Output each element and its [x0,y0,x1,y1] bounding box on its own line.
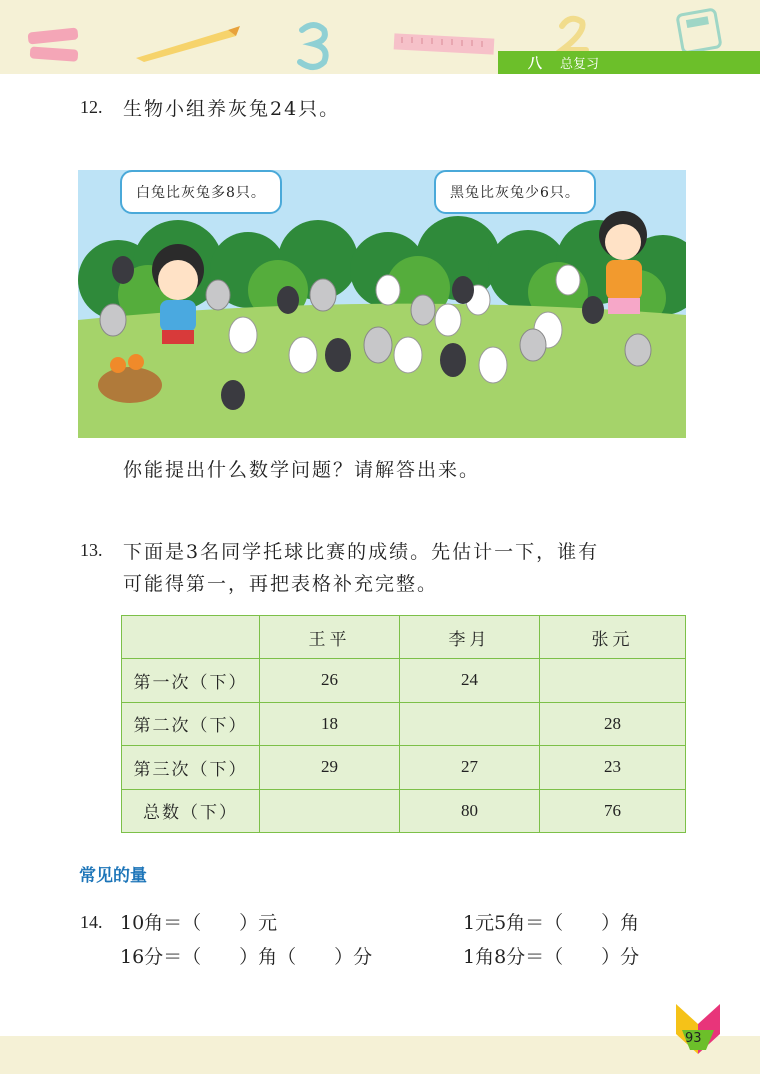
row-label: 第一次（下） [122,659,260,703]
table-cell: 18 [260,702,400,746]
table-cell: 23 [540,746,686,790]
section-title: 常见的量 [79,866,147,886]
chapter-title: 总复习 [560,57,600,72]
exercise-c: 16分＝（ ）角（ ）分 [120,946,373,968]
row-label: 总数（下） [122,789,260,833]
table-cell-blank[interactable] [400,702,540,746]
rabbit-illustration [78,170,686,438]
number-three-icon [296,20,332,72]
ruler-icon [24,26,82,66]
chapter-tab [498,51,760,74]
number-two-icon [556,14,590,54]
page-badge-icon [676,1000,720,1056]
table-cell-blank[interactable] [260,789,400,833]
table-cell: 27 [400,746,540,790]
table-cell: 80 [400,789,540,833]
table-corner-header [122,616,260,659]
table-cell: 76 [540,789,686,833]
table-cell-blank[interactable] [540,659,686,703]
question-12-number: 12. [80,97,103,117]
question-13-line-2: 可能得第一，再把表格补充完整。 [123,573,439,595]
speech-bubble-white-rabbits: 白兔比灰兔多8只。 [120,170,282,214]
question-13-number: 13. [80,540,103,560]
table-cell: 28 [540,702,686,746]
column-header-li-yue: 李月 [400,616,540,659]
table-row [122,659,686,703]
question-13-line-1: 下面是3名同学托球比赛的成绩。先估计一下，谁有 [123,541,600,563]
table-row [122,702,686,746]
table-row [122,789,686,833]
score-table [121,615,686,833]
question-14-number: 14. [80,912,103,932]
column-header-zhang-yuan: 张元 [540,616,686,659]
chapter-number: 八 [528,55,542,72]
table-cell: 24 [400,659,540,703]
pencil-icon [132,22,242,64]
calculator-icon [676,8,724,54]
question-12-prompt: 你能提出什么数学问题？请解答出来。 [123,459,481,481]
table-row [122,746,686,790]
row-label: 第二次（下） [122,702,260,746]
table-cell: 29 [260,746,400,790]
column-header-wang-ping: 王平 [260,616,400,659]
measuring-ruler-icon [392,30,496,60]
page-number: 93 [685,1031,702,1046]
question-12-text: 生物小组养灰兔24只。 [123,98,341,120]
exercise-d: 1角8分＝（ ）分 [463,946,640,968]
row-label: 第三次（下） [122,746,260,790]
footer-band [0,1036,760,1074]
exercise-a: 10角＝（ ）元 [120,912,278,934]
exercise-b: 1元5角＝（ ）角 [463,912,640,934]
table-cell: 26 [260,659,400,703]
speech-bubble-black-rabbits: 黑兔比灰兔少6只。 [434,170,596,214]
